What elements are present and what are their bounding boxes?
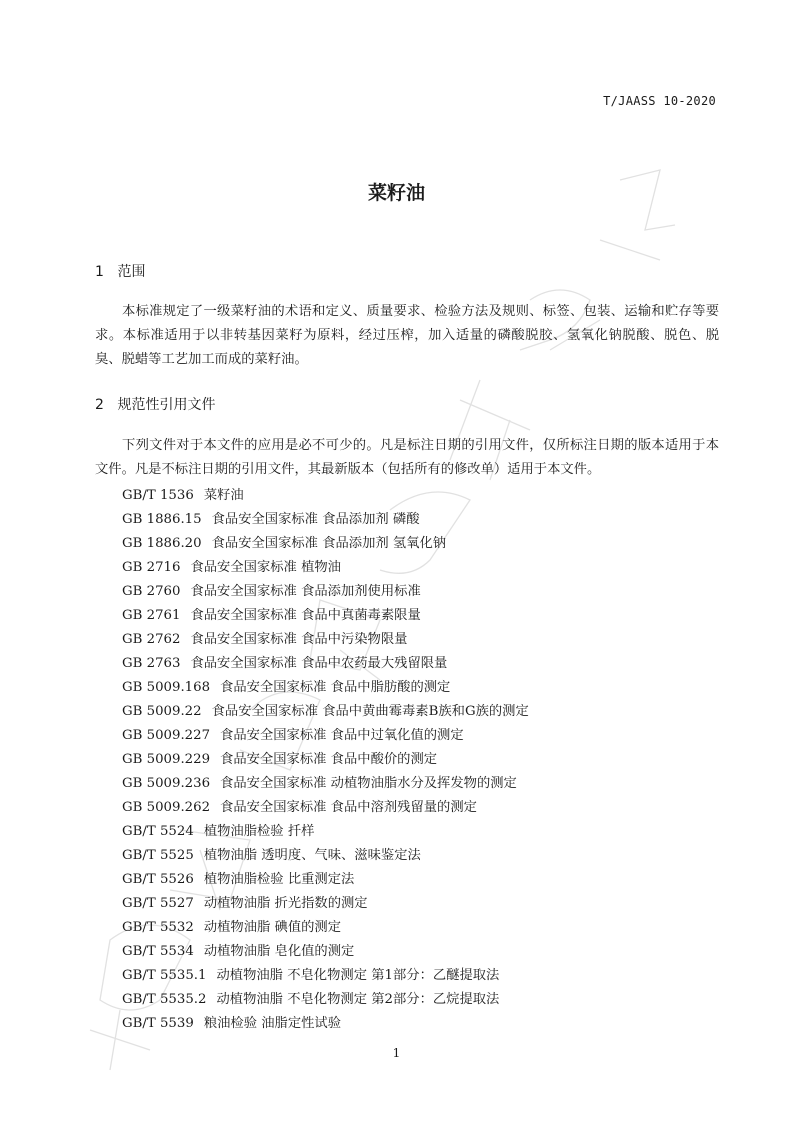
reference-title: 食品安全国家标准 食品中真菌毒素限量 — [190, 608, 421, 623]
section-heading-normative-references — [95, 394, 215, 414]
reference-code: GB/T 5532 — [122, 920, 194, 935]
list-item — [122, 796, 529, 820]
list-item — [122, 652, 529, 676]
section-title: 范围 — [117, 264, 146, 280]
reference-code: GB 2762 — [122, 632, 181, 647]
references-intro-paragraph: 下列文件对于本文件的应用是必不可少的。凡是标注日期的引用文件，仅所标注日期的版本适用于本文件。凡是不标注日期的引用文件，其最新版本（包括所有的修改单）适用于本文件。 — [95, 438, 719, 477]
standard-code: T/JAASS 10-2020 — [603, 94, 716, 108]
list-item — [122, 556, 529, 580]
section-number: 1 — [95, 264, 104, 280]
list-item — [122, 604, 529, 628]
list-item — [122, 916, 529, 940]
section-title: 规范性引用文件 — [117, 397, 216, 413]
reference-title: 食品安全国家标准 食品中农药最大残留限量 — [190, 656, 448, 671]
list-item — [122, 700, 529, 724]
reference-code: GB/T 5526 — [122, 872, 194, 887]
list-item — [122, 1012, 529, 1036]
reference-title: 食品安全国家标准 食品中溶剂残留量的测定 — [220, 800, 477, 815]
reference-code: GB 1886.20 — [122, 536, 202, 551]
reference-title: 食品安全国家标准 动植物油脂水分及挥发物的测定 — [220, 776, 517, 791]
list-item — [122, 820, 529, 844]
reference-title: 食品安全国家标准 食品中过氧化值的测定 — [220, 728, 464, 743]
reference-list — [122, 484, 529, 1036]
reference-code: GB 2716 — [122, 560, 181, 575]
section-heading-scope — [95, 261, 145, 281]
reference-code: GB 2760 — [122, 584, 181, 599]
reference-code: GB/T 5539 — [122, 1016, 194, 1031]
reference-code: GB 2763 — [122, 656, 181, 671]
list-item — [122, 676, 529, 700]
reference-title: 动植物油脂 不皂化物测定 第2部分：乙烷提取法 — [216, 992, 500, 1007]
list-item — [122, 892, 529, 916]
reference-title: 菜籽油 — [203, 488, 244, 503]
list-item — [122, 580, 529, 604]
reference-code: GB/T 1536 — [122, 488, 194, 503]
reference-code: GB 5009.22 — [122, 704, 202, 719]
list-item — [122, 532, 529, 556]
reference-title: 动植物油脂 皂化值的测定 — [203, 944, 355, 959]
reference-title: 食品安全国家标准 食品中污染物限量 — [190, 632, 408, 647]
reference-code: GB 5009.168 — [122, 680, 211, 695]
reference-title: 食品安全国家标准 食品添加剂 氢氧化钠 — [211, 536, 447, 551]
reference-title: 食品安全国家标准 食品添加剂使用标准 — [190, 584, 421, 599]
list-item — [122, 724, 529, 748]
reference-code: GB 5009.227 — [122, 728, 211, 743]
reference-code: GB 5009.236 — [122, 776, 211, 791]
reference-code: GB/T 5535.2 — [122, 992, 207, 1007]
reference-title: 食品安全国家标准 植物油 — [190, 560, 341, 575]
list-item — [122, 748, 529, 772]
reference-code: GB/T 5525 — [122, 848, 194, 863]
reference-title: 食品安全国家标准 食品中黄曲霉毒素B族和G族的测定 — [211, 704, 529, 719]
reference-title: 粮油检验 油脂定性试验 — [203, 1016, 342, 1031]
list-item — [122, 988, 529, 1012]
list-item — [122, 628, 529, 652]
reference-title: 植物油脂检验 扦样 — [203, 824, 315, 839]
reference-title: 食品安全国家标准 食品中脂肪酸的测定 — [220, 680, 451, 695]
list-item — [122, 508, 529, 532]
reference-code: GB/T 5527 — [122, 896, 194, 911]
reference-code: GB/T 5524 — [122, 824, 194, 839]
list-item — [122, 484, 529, 508]
reference-code: GB 1886.15 — [122, 512, 202, 527]
list-item — [122, 844, 529, 868]
reference-code: GB 5009.229 — [122, 752, 211, 767]
scope-paragraph: 本标准规定了一级菜籽油的术语和定义、质量要求、检验方法及规则、标签、包装、运输和贮存等要求。本标准适用于以非转基因菜籽为原料，经过压榨，加入适量的磷酸脱胶、氢氧化钠脱酸、脱色、脱臭、脱蜡等工艺加工而成的菜籽油。 — [95, 304, 719, 367]
document-title: 菜籽油 — [367, 182, 425, 204]
reference-code: GB 2761 — [122, 608, 181, 623]
list-item — [122, 772, 529, 796]
reference-code: GB/T 5535.1 — [122, 968, 207, 983]
reference-title: 食品安全国家标准 食品添加剂 磷酸 — [211, 512, 420, 527]
reference-code: GB 5009.262 — [122, 800, 211, 815]
reference-title: 动植物油脂 碘值的测定 — [203, 920, 342, 935]
reference-title: 动植物油脂 折光指数的测定 — [203, 896, 368, 911]
reference-title: 动植物油脂 不皂化物测定 第1部分：乙醚提取法 — [216, 968, 500, 983]
reference-title: 食品安全国家标准 食品中酸价的测定 — [220, 752, 438, 767]
section-number: 2 — [95, 397, 104, 413]
reference-code: GB/T 5534 — [122, 944, 194, 959]
reference-title: 植物油脂检验 比重测定法 — [203, 872, 355, 887]
reference-title: 植物油脂 透明度、气味、滋味鉴定法 — [203, 848, 421, 863]
page-number: 1 — [392, 1046, 401, 1060]
list-item — [122, 868, 529, 892]
list-item — [122, 940, 529, 964]
list-item — [122, 964, 529, 988]
